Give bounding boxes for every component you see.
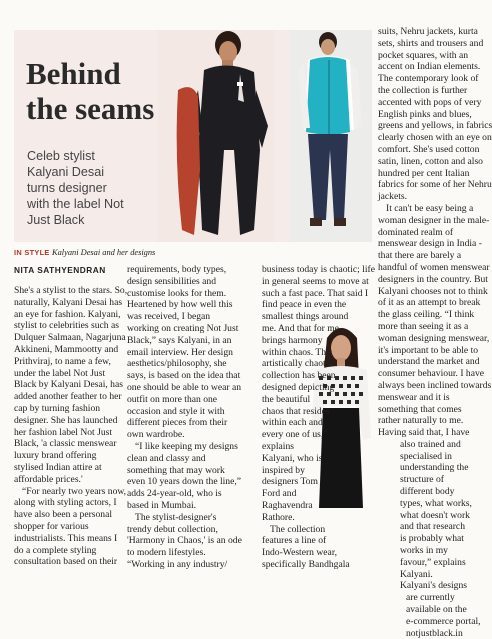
article-column-4 <box>378 26 492 639</box>
article-line: naturally, Kalyani Desai has <box>14 296 123 308</box>
article-line: understand the market and <box>378 356 480 368</box>
article-line: more than seeing it as a <box>378 320 469 332</box>
article-line: It can't be easy being a <box>386 202 474 214</box>
article-line: have also been a personal <box>14 509 113 521</box>
article-line: The collection <box>270 523 326 535</box>
article-line: always been inclined towards <box>378 379 492 391</box>
article-line: customise looks for them. <box>127 287 227 299</box>
article-line: Dulquer Salmaan, Nagarjuna <box>14 332 126 344</box>
article-line: Black,” says Kalyani, in an <box>127 334 232 346</box>
article-line: that there are barely a <box>378 250 462 262</box>
article-line: menswear design in India - <box>378 238 482 250</box>
article-line: industrialists. This means I <box>14 532 118 544</box>
standfirst-line: Celeb stylist <box>27 149 95 163</box>
article-line: in general seems to move at <box>262 275 369 287</box>
article-line: The contemporary look of <box>378 73 479 85</box>
article-line: types, what works, <box>400 497 472 509</box>
article-line: “For nearly two years now, <box>22 485 127 497</box>
article-line: requirements, body types, <box>127 264 227 275</box>
article-line: woman designer in the male- <box>378 214 490 226</box>
article-line: me. And that for me <box>262 322 339 334</box>
article-line: added another feather to her <box>14 391 122 403</box>
standfirst <box>27 148 147 228</box>
article-line: says, is based on the idea that <box>127 370 241 382</box>
article-line: collection has been <box>262 370 336 382</box>
article-line: fabrics for some of her Nehru <box>378 179 492 191</box>
article-line: Heartened by how well this <box>127 299 233 311</box>
article-line: Indo-Western wear, <box>262 547 338 559</box>
article-line: handful of women menswear <box>378 261 490 273</box>
article-line: luxury brand offering <box>14 450 97 462</box>
article-line: the collection is further <box>378 84 468 96</box>
article-line: such a fast pace. That said I <box>262 287 369 299</box>
article-line: works in my <box>400 545 448 557</box>
article-line: chaos that resides <box>262 405 330 417</box>
article-line: sets, shirts and trousers and <box>378 37 484 49</box>
article-line: business today is chaotic; life <box>262 264 375 275</box>
article-line: features a line of <box>262 535 327 547</box>
article-line: Kalyani, who is <box>262 452 323 464</box>
article-line: Rathore. <box>262 511 295 523</box>
article-line: English pinks and blues, <box>378 108 472 120</box>
standfirst-line: with the label Not <box>27 197 124 211</box>
model-nehru-jacket-photo <box>290 30 372 242</box>
article-line: “I like keeping my designs <box>135 440 238 452</box>
article-line: occasion and style it with <box>127 405 225 417</box>
article-line: woman designing menswear, <box>378 332 490 344</box>
article-line: to modern lifestyles. <box>127 547 206 559</box>
article-line: outfit on more than one <box>127 393 218 405</box>
article-line: rather naturally to me. <box>378 415 464 427</box>
article-line: Having said that, I have <box>378 427 470 439</box>
article-line: of it as an attempt to break <box>378 297 481 309</box>
article-line: was received, I began <box>127 311 211 323</box>
article-column-2 <box>127 264 247 571</box>
article-line: Kalyani's designs <box>400 580 468 592</box>
article-line: designed depicting <box>262 381 335 393</box>
article-line: accented with pops of very <box>378 96 482 108</box>
article-line: artistically chaotic <box>262 358 333 370</box>
article-line: Kalyani chooses not to think <box>378 285 488 297</box>
article-line: what doesn't work <box>400 509 470 521</box>
article-line: different pieces from their <box>127 417 228 429</box>
article-line: one should be able to wear an <box>127 381 242 393</box>
article-line: something that may work <box>127 464 225 476</box>
article-line: clearly chosen with an eye on <box>378 132 492 144</box>
article-line: and that research <box>400 521 465 533</box>
article-line: satin, linen, cotton and also <box>378 155 483 167</box>
article-line: designers in the country. But <box>378 273 488 285</box>
article-line: within each and <box>262 417 323 429</box>
article-line: 'Harmony in Chaos,' is an ode <box>127 535 242 547</box>
article-line: consultation based on their <box>14 556 118 568</box>
article-line: trendy debut collection, <box>127 523 218 535</box>
article-line: cap by turning fashion <box>14 402 101 414</box>
article-line: clean and classy and <box>127 452 206 464</box>
article-line: along with styling actors, I <box>14 497 117 509</box>
article-line: comfort. She's used cotton <box>378 143 480 155</box>
article-line: Akkineni, Mammootty and <box>14 343 119 355</box>
article-line: brings harmony <box>262 334 323 346</box>
article-line: are currently <box>406 592 455 604</box>
article-line: stylised Indian attire at <box>14 461 102 473</box>
standfirst-line: Just Black <box>27 213 85 227</box>
article-line: different body <box>400 486 455 498</box>
article-line: working on creating Not Just <box>127 322 239 334</box>
article-line: smallest things around <box>262 311 349 323</box>
byline: NITA SATHYENDRAN <box>14 265 106 275</box>
article-line: is probably what <box>400 533 464 545</box>
article-line: notjustblack.in <box>406 627 463 639</box>
article-line: The stylist-designer's <box>135 511 217 523</box>
article-line: even 10 years down the line,” <box>127 476 242 488</box>
article-line: find peace in even the <box>262 299 347 311</box>
article-line: favour,” explains <box>400 556 466 568</box>
article-line: adds 24-year-old, who is <box>127 488 222 500</box>
article-line: her fashion label Not Just <box>14 426 113 438</box>
article-line: it's important to be able to <box>378 344 479 356</box>
article-line: jackets. <box>378 191 408 203</box>
article-line: dominated realm of <box>378 226 454 238</box>
article-line: stylist to celebrities such as <box>14 320 119 332</box>
photo-caption <box>14 248 155 257</box>
article-line: accent on Indian elements. <box>378 61 481 73</box>
article-line: the beautiful <box>262 393 311 405</box>
article-line: every one of us,” <box>262 429 328 441</box>
article-line: an eye for fashion. Kalyani, <box>14 308 121 320</box>
article-line: greens and yellows, in fabrics <box>378 120 492 132</box>
article-line: also trained and <box>400 438 461 450</box>
article-line: hundred per cent Italian <box>378 167 470 179</box>
article-line: specifically Bandhgala <box>262 558 350 570</box>
article-line: the glass ceiling. “I think <box>378 309 475 321</box>
article-line: designer. She has launched <box>14 414 118 426</box>
standfirst-line: Kalyani Desai <box>27 165 105 179</box>
article-line: within chaos. This <box>262 346 333 358</box>
article-line: Ford and <box>262 488 297 500</box>
standfirst-line: turns designer <box>27 181 107 195</box>
article-line: aesthetics/philosophy, she <box>127 358 227 370</box>
article-line: do a complete styling <box>14 544 97 556</box>
model-bandhgala-photo <box>158 30 274 242</box>
article-line: understanding the <box>400 462 469 474</box>
article-line: affordable prices.' <box>14 473 83 485</box>
article-line: something that comes <box>378 403 462 415</box>
article-line: suits, Nehru jackets, kurta <box>378 26 478 37</box>
article-line: shopper for various <box>14 520 89 532</box>
article-line: inspired by <box>262 464 305 476</box>
article-line: designers Tom <box>262 476 318 488</box>
headline-line: Behind <box>26 56 121 91</box>
article-line: own wardrobe. <box>127 429 185 441</box>
article-line: specialised in <box>400 450 452 462</box>
article-line: e-commerce portal, <box>406 615 481 627</box>
caption-tag: IN STYLE <box>14 248 50 257</box>
article-line: Black, 'a classic menswear <box>14 438 117 450</box>
article-line: available on the <box>406 604 467 616</box>
headline-line: the seams <box>26 91 155 126</box>
article-line: Raghavendra <box>262 499 313 511</box>
article-line: pocket squares, with an <box>378 49 469 61</box>
article-line: based in Mumbai. <box>127 499 197 511</box>
article-line: under the label Not Just <box>14 367 106 379</box>
article-line: Black by Kalyani Desai, has <box>14 379 123 391</box>
article-line: explains <box>262 440 294 452</box>
article-line: She's a stylist to the stars. So, <box>14 285 128 296</box>
article-line: consumer behaviour. I have <box>378 368 485 380</box>
article-column-3 <box>262 264 375 571</box>
article-line: Kalyani. <box>400 568 433 580</box>
article-line: structure of <box>400 474 444 486</box>
caption-text: Kalyani Desai and her designs <box>52 248 156 257</box>
article-line: “Working in any industry/ <box>127 558 228 570</box>
article-line: Prithviraj, to name a few, <box>14 355 111 367</box>
article-line: menswear and it is <box>378 391 450 403</box>
article-line: design sensibilities and <box>127 275 216 287</box>
article-line: email interview. Her design <box>127 346 233 358</box>
